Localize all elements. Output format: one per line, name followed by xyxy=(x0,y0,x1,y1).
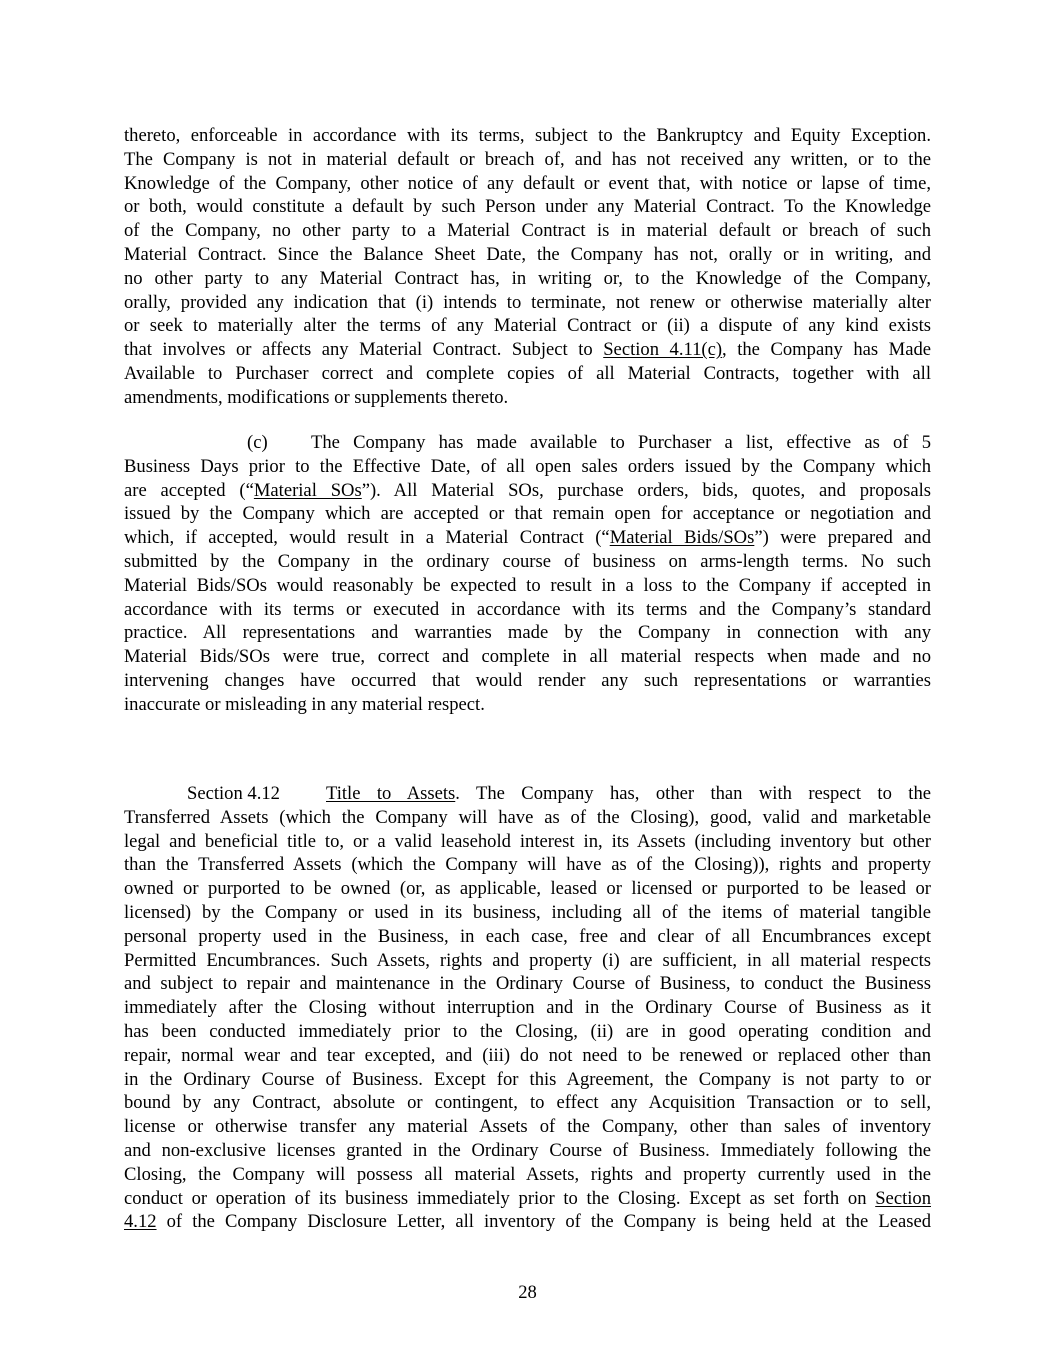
line-text xyxy=(124,219,931,243)
text-line xyxy=(124,996,931,1020)
text-line xyxy=(124,362,931,386)
text-line xyxy=(124,806,931,830)
line-text xyxy=(124,455,931,479)
text-run: of the Company, no other party to a Material Contract is in material default or breach of such xyxy=(124,220,931,242)
line-text xyxy=(124,1139,931,1163)
text-line xyxy=(124,124,931,148)
text-run: Material Bids/SOs would reasonably be expected to result in a loss to the Company if accepted in xyxy=(124,574,931,596)
text-line xyxy=(124,1163,931,1187)
line-text xyxy=(124,526,931,550)
line-text xyxy=(124,645,931,669)
text-run: immediately after the Closing without interruption and in the Ordinary Course of Business as it xyxy=(124,997,931,1019)
line-text xyxy=(124,669,931,693)
text-line xyxy=(124,669,931,693)
text-line xyxy=(124,621,931,645)
line-text xyxy=(124,972,931,996)
text-run: license or otherwise transfer any material Assets of the Company, other than sales of inventory xyxy=(124,1116,931,1138)
text-run: of the Company Disclosure Letter, all inventory of the Company is being held at the Leased xyxy=(156,1211,931,1233)
text-run: in the Ordinary Course of Business. Except for this Agreement, the Company is not party to or xyxy=(124,1068,931,1090)
text-line xyxy=(124,1044,931,1068)
text-run: Knowledge of the Company, other notice of any default or event that, with notice or lapse of time, xyxy=(124,172,931,194)
text-run: orally, provided any indication that (i) intends to terminate, not renew or otherwise materially alter xyxy=(124,291,931,313)
line-text xyxy=(124,479,931,503)
text-run: or both, would constitute a default by such Person under any Material Contract. To the Knowledge xyxy=(124,196,931,218)
text-run: The Company is not in material default or breach of, and has not received any written, or to the xyxy=(124,148,931,170)
text-run: conduct or operation of its business immediately prior to the Closing. Except as set forth on xyxy=(124,1187,876,1209)
text-run: Closing, the Company will possess all material Assets, rights and property currently used in the xyxy=(124,1163,931,1185)
text-run: , the Company has Made xyxy=(722,339,931,361)
text-run: submitted by the Company in the ordinary course of business on arms-length terms. No such xyxy=(124,550,931,572)
line-text xyxy=(124,901,931,925)
line-text xyxy=(124,693,931,717)
text-run: and non-exclusive licenses granted in the Ordinary Course of Business. Immediately following the xyxy=(124,1139,931,1161)
text-line xyxy=(124,148,931,172)
text-run: repair, normal wear and tear excepted, and (iii) do not need to be renewed or replaced other than xyxy=(124,1044,931,1066)
text-line xyxy=(124,526,931,550)
text-line xyxy=(124,195,931,219)
text-run: and subject to repair and maintenance in the Ordinary Course of Business, to conduct the Business xyxy=(124,973,931,995)
text-line xyxy=(124,574,931,598)
text-run: than the Transferred Assets (which the Company will have as of the Closing)), rights and property xyxy=(124,854,931,876)
text-line xyxy=(124,338,931,362)
line-text xyxy=(124,243,931,267)
line-text xyxy=(124,195,931,219)
section-number: (c) xyxy=(247,432,268,453)
underlined-term: Material Bids/SOs xyxy=(609,527,755,549)
text-run: Business Days prior to the Effective Date, of all open sales orders issued by the Company which xyxy=(124,455,931,477)
line-text xyxy=(124,1044,931,1068)
section-number: Section 4.12 xyxy=(187,783,280,804)
text-line xyxy=(124,1091,931,1115)
line-text xyxy=(124,291,931,315)
line-text xyxy=(124,598,931,622)
line-text xyxy=(124,338,931,362)
line-text xyxy=(311,431,931,455)
text-run: The Company has made available to Purchaser a list, effective as of 5 xyxy=(311,432,931,453)
line-text xyxy=(124,1163,931,1187)
line-text xyxy=(124,806,931,830)
text-line xyxy=(124,853,931,877)
text-run: accordance with its terms or executed in accordance with its terms and the Company’s standard xyxy=(124,598,931,620)
text-line xyxy=(124,267,931,291)
line-text xyxy=(124,386,931,410)
paragraph-title-to-assets xyxy=(124,782,931,1234)
text-line xyxy=(124,972,931,996)
text-line xyxy=(124,782,931,806)
text-line xyxy=(124,901,931,925)
line-text xyxy=(124,949,931,973)
line-text xyxy=(124,853,931,877)
text-run: has been conducted immediately prior to the Closing, (ii) are in good operating condition and xyxy=(124,1020,931,1042)
line-text xyxy=(124,550,931,574)
text-line xyxy=(124,1115,931,1139)
line-text xyxy=(124,1210,931,1234)
text-line xyxy=(124,479,931,503)
text-run: personal property used in the Business, in each case, free and clear of all Encumbrances except xyxy=(124,925,931,947)
text-run: Permitted Encumbrances. Such Assets, rights and property (i) are sufficient, in all material respects xyxy=(124,949,931,971)
text-run: inaccurate or misleading in any material respect. xyxy=(124,693,485,715)
text-run: . The Company has, other than with respect to the xyxy=(455,783,931,804)
text-line xyxy=(124,386,931,410)
text-line xyxy=(124,949,931,973)
text-run: Material Bids/SOs were true, correct and complete in all material respects when made and no xyxy=(124,646,931,668)
text-run: owned or purported to be owned (or, as applicable, leased or licensed or purported to be leased or xyxy=(124,878,931,900)
line-text xyxy=(124,1068,931,1092)
underlined-term: Title to Assets xyxy=(326,783,456,804)
text-line xyxy=(124,550,931,574)
text-line xyxy=(124,1187,931,1211)
text-line xyxy=(124,291,931,315)
paragraph-material-contracts xyxy=(124,124,931,410)
line-text xyxy=(124,1115,931,1139)
text-run: Available to Purchaser correct and complete copies of all Material Contracts, together with all xyxy=(124,362,931,384)
line-text xyxy=(124,1091,931,1115)
text-run: or seek to materially alter the terms of any Material Contract or (ii) a dispute of any kind exists xyxy=(124,315,931,337)
text-run: that involves or affects any Material Contract. Subject to xyxy=(124,339,604,361)
line-text xyxy=(124,267,931,291)
text-run: practice. All representations and warranties made by the Company in connection with any xyxy=(124,622,931,644)
text-line xyxy=(124,243,931,267)
text-line xyxy=(124,645,931,669)
text-run: are accepted (“ xyxy=(124,479,254,501)
line-text xyxy=(124,996,931,1020)
underlined-term: 4.12 xyxy=(124,1211,157,1233)
line-text xyxy=(124,830,931,854)
line-text xyxy=(124,1020,931,1044)
page-number: 28 xyxy=(518,1282,537,1303)
line-text xyxy=(124,124,931,148)
line-text xyxy=(124,172,931,196)
line-text xyxy=(124,148,931,172)
text-line xyxy=(124,1020,931,1044)
underlined-term: Section xyxy=(875,1187,931,1209)
text-line xyxy=(124,1210,931,1234)
line-text xyxy=(124,502,931,526)
text-run: bound by any Contract, absolute or contingent, to effect any Acquisition Transaction or to sell, xyxy=(124,1092,931,1114)
text-line xyxy=(124,830,931,854)
text-run: ”). All Material SOs, purchase orders, bids, quotes, and proposals xyxy=(361,479,931,501)
text-run: issued by the Company which are accepted or that remain open for acceptance or negotiation and xyxy=(124,503,931,525)
text-line xyxy=(124,219,931,243)
text-line xyxy=(124,693,931,717)
text-run: Transferred Assets (which the Company will have as of the Closing), good, valid and marketable xyxy=(124,806,931,828)
text-line xyxy=(124,502,931,526)
line-text xyxy=(124,925,931,949)
text-run: thereto, enforceable in accordance with its terms, subject to the Bankruptcy and Equity Exception. xyxy=(124,125,931,146)
text-line xyxy=(124,314,931,338)
text-run: legal and beneficial title to, or a valid leasehold interest in, its Assets (including inventory but other xyxy=(124,830,931,852)
text-line xyxy=(124,877,931,901)
text-line xyxy=(124,925,931,949)
paragraph-material-sos xyxy=(124,431,931,717)
text-line xyxy=(124,598,931,622)
text-run: amendments, modifications or supplements thereto. xyxy=(124,386,509,408)
line-text xyxy=(124,877,931,901)
line-text xyxy=(124,314,931,338)
text-run: ”) were prepared and xyxy=(754,527,931,549)
line-text xyxy=(124,362,931,386)
line-text xyxy=(326,782,931,806)
underlined-term: Section 4.11(c) xyxy=(603,339,723,361)
line-text xyxy=(124,1187,931,1211)
text-line xyxy=(124,172,931,196)
text-run: intervening changes have occurred that would render any such representations or warranties xyxy=(124,669,931,691)
line-text xyxy=(124,574,931,598)
underlined-term: Material SOs xyxy=(253,479,362,501)
text-run: no other party to any Material Contract has, in writing or, to the Knowledge of the Company, xyxy=(124,267,931,289)
text-line xyxy=(124,1139,931,1163)
text-run: licensed) by the Company or used in its business, including all of the items of material tangible xyxy=(124,901,931,923)
text-run: which, if accepted, would result in a Material Contract (“ xyxy=(124,527,610,549)
line-text xyxy=(124,621,931,645)
text-line xyxy=(124,455,931,479)
text-line xyxy=(124,431,931,455)
text-line xyxy=(124,1068,931,1092)
text-run: Material Contract. Since the Balance Sheet Date, the Company has not, orally or in writing, and xyxy=(124,243,931,265)
